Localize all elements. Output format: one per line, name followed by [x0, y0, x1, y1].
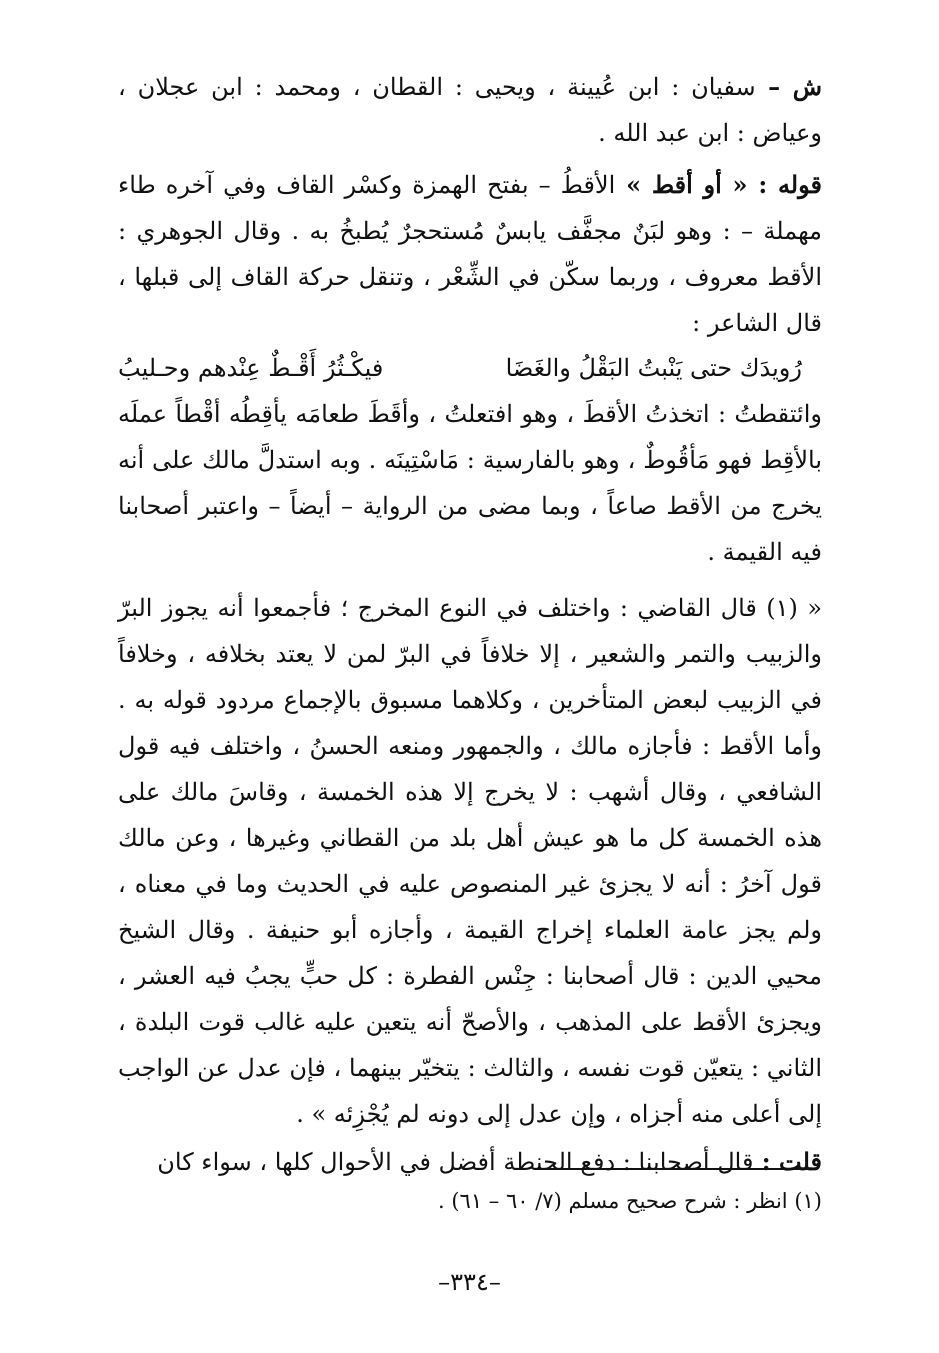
- paragraph-lead: قوله : « أو أقط »: [615, 170, 822, 199]
- paragraph-aqit: [118, 162, 822, 346]
- main-text-continued: [118, 391, 822, 1185]
- quote-open: «: [797, 594, 823, 622]
- footnote: (١) انظر : شرح صحيح مسلم (٧/ ٦٠ – ٦١) .: [438, 1189, 822, 1213]
- paragraph-body: قال القاضي : واختلف في النوع المخرج ؛ فأجمعوا أنه يجوز البرّ والزبيب والتمر والشعير ، إلا خلافاً في البرّ لمن لا يعتد بخلافه ، وخلافاً في الزبيب لبعض المتأخرين ، وكلاهما مسبوق بالإجماع مردود قوله به . وأما الأقط : فأجازه مالك ، والجمهور ومنعه الحسنُ ، واختلف فيه قول الشافعي ، وقال أشهب : لا يخرج إلا هذه الخمسة ، وقاسَ مالك على هذه الخمسة كل ما هو عيش أهل بلد من القطاني وغيرها ، وعن مالك قول آخرُ : أنه لا يجزئ غير المنصوص عليه في الحديث وما في معناه ، ولم يجز عامة العلماء إخراج القيمة ، وأجازه أبو حنيفة . وقال الشيخ محيي الدين : قال أصحابنا : جِنْس الفطرة : كل حبٍّ يجبُ فيه العشر ، ويجزئ الأقط على المذهب ، والأصحّ أنه يتعين عليه غالب قوت البلدة ، الثاني : يتعيّن قوت نفسه ، والثالث : يتخيّر بينهما ، فإن عدل عن الواجب إلى أعلى منه أجزاه ، وإن عدل إلى دونه لم يُجْزِئه » .: [118, 594, 823, 1128]
- footnote-reference[interactable]: (١): [766, 594, 798, 622]
- verse-second-hemistich: فيكْـثُرُ أَقْـطٌ عِنْدهم وحـليبُ: [118, 354, 384, 382]
- paragraph-narrators: [118, 64, 822, 156]
- paragraph-lead: قلت :: [753, 1147, 822, 1176]
- paragraph-qadi-quote: [118, 585, 822, 1137]
- paragraph-qultu: [118, 1139, 822, 1185]
- paragraph-lead: ش –: [755, 72, 822, 101]
- page-number: –٣٣٤–: [438, 1268, 501, 1296]
- paragraph-body: الأقطُ – بفتح الهمزة وكسْر القاف وفي آخره طاء مهملة – : وهو لبَنٌ مجفَّف يابسٌ مُستحجرٌ يُطبخُ به . وقال الجوهري : الأقط معروف ، وربما سكّن في الشِّعْر ، وتنقل حركة القاف إلى قبلها ، قال الشاعر :: [118, 171, 822, 337]
- poetry-verse: [118, 345, 822, 391]
- main-text: [118, 64, 822, 346]
- paragraph-iqtiqat: [118, 391, 822, 575]
- paragraph-body: قال أصحابنا : دفع الحنطة أفضل في الأحوال كلها ، سواء كان: [157, 1148, 754, 1176]
- paragraph-body: سفيان : ابن عُيينة ، ويحيى : القطان ، ومحمد : ابن عجلان ، وعياض : ابن عبد الله .: [118, 73, 822, 147]
- paragraph-body: وائتقطتُ : اتخذتُ الأقطَ ، وهو افتعلتُ ، وأقَطَ طعامَه يأقِطُه أقْطاً عملَه بالأقِط فهو مَأقُوطٌ ، وهو بالفارسية : مَاسْتِينَه . وبه استدلَّ مالك على أنه يخرج من الأقط صاعاً ، وبما مضى من الرواية – أيضاً – واعتبر أصحابنا فيه القيمة .: [118, 400, 823, 566]
- footnote-divider: [535, 1168, 815, 1170]
- verse-first-hemistich: رُويدَك حتى يَنْبتُ البَقْلُ والغَضَا: [505, 354, 802, 382]
